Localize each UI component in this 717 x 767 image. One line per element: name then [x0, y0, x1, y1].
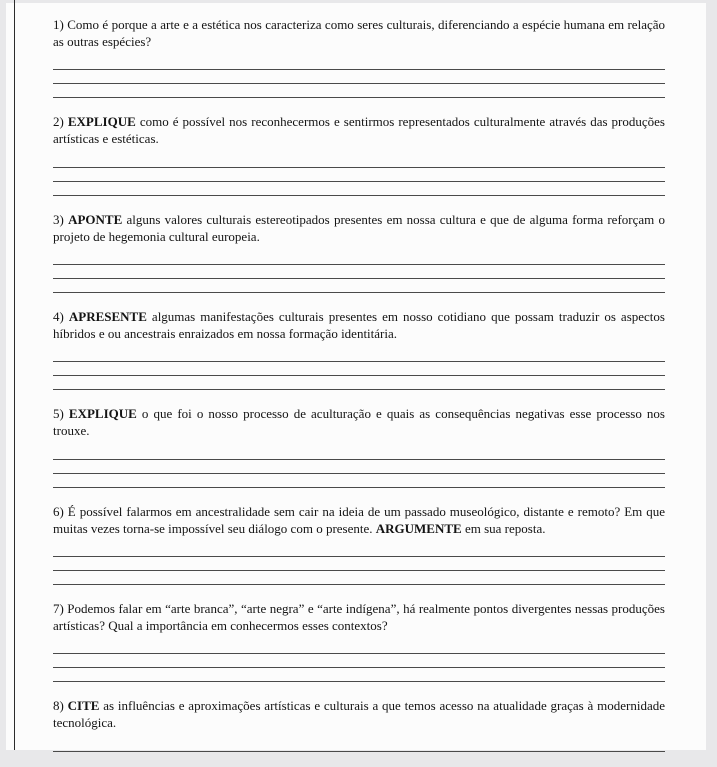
question-block [53, 308, 665, 390]
question-text-segment: o que foi o nosso processo de aculturação e quais as consequências negativas esse processo nos trouxe. [53, 406, 665, 439]
question-text-segment: algumas manifestações culturais presentes em nosso cotidiano que possam traduzir os aspectos híbridos e ou ancestrais enraizados em nossa formação identitária. [53, 308, 665, 342]
question-text-segment: 8) [53, 698, 68, 714]
answer-line [53, 377, 665, 390]
question-text-segment: 1) Como é porque a arte e a estética nos caracteriza como seres culturais, diferenciando a espécie humana em relação as outras espécies? [53, 17, 665, 50]
bold-keyword: CITE [67, 698, 100, 714]
page-left-border [14, 0, 15, 750]
answer-line [53, 558, 665, 571]
question-block [53, 697, 665, 751]
answer-line [53, 572, 665, 585]
answer-line [53, 57, 665, 70]
questions-list [53, 16, 665, 767]
answer-line [53, 544, 665, 557]
answer-line [53, 155, 665, 168]
answer-line [53, 461, 665, 474]
answer-line [53, 655, 665, 668]
answer-line [53, 363, 665, 376]
question-block [53, 16, 665, 98]
bold-keyword: EXPLIQUE [68, 406, 137, 422]
question-block [53, 405, 665, 487]
answer-line [53, 349, 665, 362]
question-text-segment: 3) [53, 211, 69, 227]
question-text [53, 16, 665, 50]
answer-line [53, 475, 665, 488]
answer-line [53, 669, 665, 682]
question-text-segment: 5) [53, 406, 69, 422]
bold-keyword: APRESENTE [68, 308, 147, 324]
answer-line [53, 280, 665, 293]
bold-keyword: ARGUMENTE [375, 520, 462, 536]
answer-line [53, 266, 665, 279]
bold-keyword: EXPLIQUE [67, 114, 136, 130]
question-text-segment: 6) É possível falarmos em ancestralidade sem cair na ideia de um passado museológico, distante e remoto? Em que muitas vezes torna-se impossível seu diálogo com o presente. [53, 503, 665, 536]
question-text [53, 503, 665, 537]
answer-line [53, 183, 665, 196]
question-text-segment: como é possível nos reconhecermos e sentirmos representados culturalmente através das produções artísticas e estéticas. [53, 114, 665, 147]
question-block [53, 600, 665, 682]
question-text [53, 697, 665, 731]
bold-keyword: APONTE [68, 211, 123, 227]
answer-line [53, 252, 665, 265]
question-text [53, 405, 665, 439]
answer-line [53, 85, 665, 98]
question-block [53, 113, 665, 195]
question-text-segment: 7) Podemos falar em “arte branca”, “arte negra” e “arte indígena”, há realmente pontos divergentes nessas produções artísticas? Qual a importância em conhecermos esses contextos? [53, 600, 665, 634]
question-text [53, 308, 665, 342]
question-text-segment: 4) [53, 308, 69, 324]
question-text [53, 211, 665, 245]
answer-line [53, 169, 665, 182]
answer-line [53, 641, 665, 654]
question-block [53, 503, 665, 585]
question-block [53, 211, 665, 293]
question-text-segment: alguns valores culturais estereotipados presentes em nossa cultura e que de alguma forma reforçam o projeto de hegemonia cultural europeia. [53, 211, 665, 244]
question-text [53, 600, 665, 634]
question-text-segment: as influências e aproximações artísticas e culturais a que temos acesso na atualidade graças à modernidade tecnológica. [53, 698, 665, 731]
answer-line [53, 71, 665, 84]
question-text-segment: 2) [53, 114, 68, 130]
question-text [53, 113, 665, 147]
answer-line [53, 447, 665, 460]
question-text-segment: em sua reposta. [461, 520, 546, 536]
